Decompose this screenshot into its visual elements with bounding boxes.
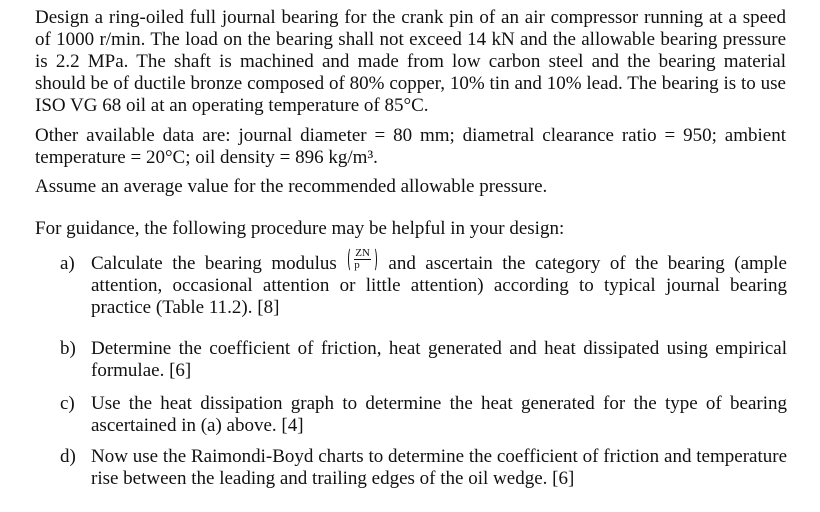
bearing-modulus-fraction — [348, 248, 377, 271]
list-item-text-after: and ascertain the category of the bearing (ample attention, occasional attention or little attention) according to typical journal bearing practice (Table 11.2). [8] — [91, 253, 787, 318]
fraction-denominator: p — [354, 259, 360, 272]
list-item-d — [60, 446, 787, 490]
list-item-label: d) — [60, 446, 76, 467]
list-item-text-before: Calculate the bearing modulus — [91, 253, 337, 274]
list-item-a — [60, 247, 787, 319]
list-item-label: a) — [60, 253, 75, 274]
list-item-b — [60, 338, 787, 382]
list-item-label: c) — [60, 393, 75, 414]
available-data-paragraph: Other available data are: journal diameter = 80 mm; diametral clearance ratio = 950; ambient temperature = 20°C; oil density = 896 kg/m³. — [35, 125, 786, 168]
assumption-paragraph: Assume an average value for the recommended allowable pressure. — [35, 176, 548, 197]
problem-statement-paragraph: Design a ring-oiled full journal bearing for the crank pin of an air compressor running at a speed of 1000 r/min. The load on the bearing shall not exceed 14 kN and the allowable bearing pressure is 2.2 MPa. The shaft is machined and made from low carbon steel and the bearing material should be of ductile bronze composed of 80% copper, 10% tin and 10% lead. The bearing is to use ISO VG 68 oil at an operating temperature of 85°C. — [35, 7, 786, 116]
list-item-text: Use the heat dissipation graph to determine the heat generated for the type of bearing ascertained in (a) above. [4] — [91, 393, 787, 436]
guidance-intro-paragraph: For guidance, the following procedure may be helpful in your design: — [35, 218, 565, 239]
list-item-text: Now use the Raimondi-Boyd charts to determine the coefficient of friction and temperature rise between the leading and trailing edges of the oil wedge. [6] — [91, 446, 787, 489]
list-item-label: b) — [60, 338, 76, 359]
list-item-c — [60, 393, 787, 437]
list-item-text — [91, 247, 787, 319]
fraction-numerator: ZN — [355, 247, 370, 260]
list-item-text: Determine the coefficient of friction, heat generated and heat dissipated using empirical formulae. [6] — [91, 338, 787, 381]
